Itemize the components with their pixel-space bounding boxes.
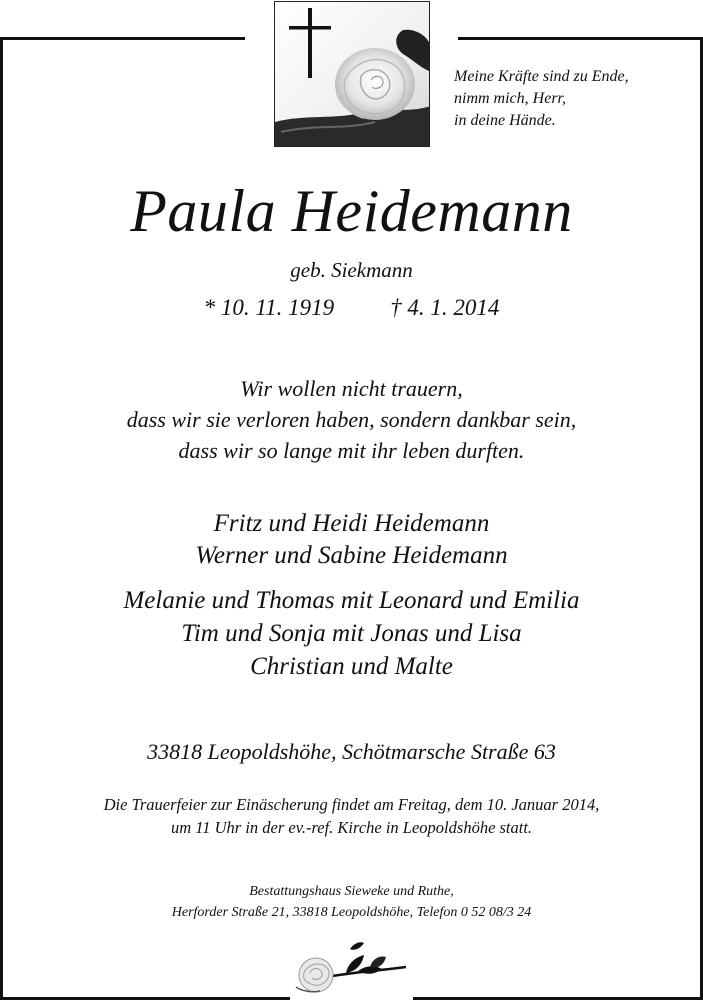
quote-line: dass wir sie verloren haben, sondern dankbar sein, <box>126 407 577 432</box>
mourners-grandchildren <box>0 584 703 683</box>
service-line: um 11 Uhr in der ev.-ref. Kirche in Leopoldshöhe statt. <box>170 818 533 837</box>
rose-icon <box>294 937 410 995</box>
verse-line: Meine Kräfte sind zu Ende, <box>454 68 629 85</box>
mourner-line: Fritz und Heidi Heidemann <box>213 510 490 537</box>
life-dates <box>0 294 703 322</box>
quote-line: dass wir so lange mit ihr leben durften. <box>178 438 525 463</box>
mourners-children <box>0 508 703 572</box>
birth-name: geb. Siekmann <box>290 258 413 282</box>
verse <box>454 66 629 132</box>
family-address: 33818 Leopoldshöhe, Schötmarsche Straße 63 <box>147 739 556 764</box>
undertaker-line: Bestattungshaus Sieweke und Ruthe, <box>249 884 454 899</box>
deceased-name: Paula Heidemann <box>130 178 573 244</box>
verse-line: in deine Hände. <box>454 112 556 129</box>
cross-and-rose-icon <box>274 1 430 147</box>
mourner-line: Christian und Malte <box>250 653 453 680</box>
birth-date: * 10. 11. 1919 <box>203 295 335 320</box>
undertaker-info <box>0 881 703 923</box>
frame-top-left <box>0 37 245 40</box>
mourner-line: Werner und Sabine Heidemann <box>195 542 508 569</box>
undertaker-line: Herforder Straße 21, 33818 Leopoldshöhe, Telefon 0 52 08/3 24 <box>171 905 532 920</box>
quote-line: Wir wollen nicht trauern, <box>240 376 463 401</box>
service-notice <box>0 793 703 839</box>
verse-line: nimm mich, Herr, <box>454 90 566 107</box>
mourner-line: Melanie und Thomas mit Leonard und Emilia <box>123 587 580 614</box>
frame-top-right <box>458 37 703 40</box>
mourner-line: Tim und Sonja mit Jonas und Lisa <box>181 620 522 647</box>
death-date: † 4. 1. 2014 <box>390 295 500 320</box>
quote <box>0 373 703 466</box>
service-line: Die Trauerfeier zur Einäscherung findet am Freitag, dem 10. Januar 2014, <box>103 795 600 814</box>
